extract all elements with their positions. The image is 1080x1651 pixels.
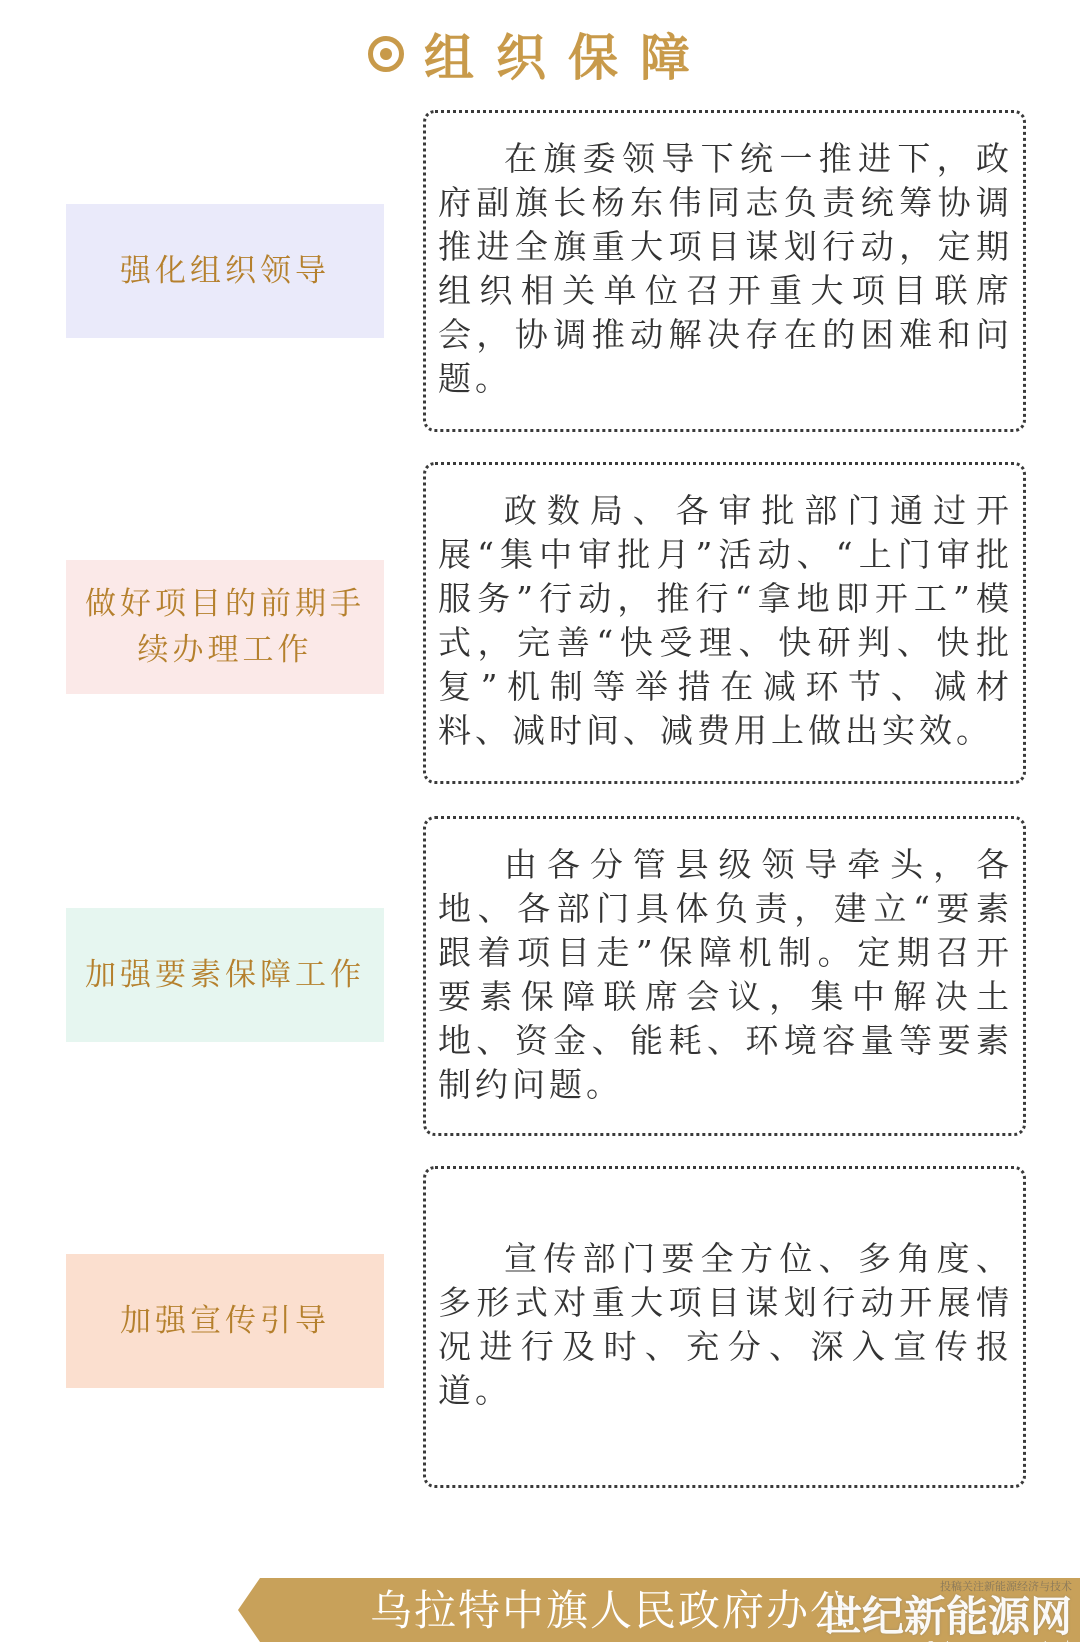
section-label-3: [66, 908, 384, 1042]
section-label-text: 强化组织领导: [120, 253, 330, 289]
section-label-text: 加强要素保障工作: [85, 957, 365, 993]
section-paragraph: 由各分管县级领导牵头，各地、各部门具体负责，建立“要素跟着项目走”保障机制。定期召开要素保障联席会议，集中解决土地、资金、能耗、环境容量等要素制约问题。: [438, 845, 1013, 1104]
target-circle-icon: [368, 36, 404, 72]
section-text-box-3: [423, 816, 1026, 1136]
section-label-text: 加强宣传引导: [120, 1303, 330, 1339]
section-paragraph: 政数局、各审批部门通过开展“集中审批月”活动、“上门审批服务”行动，推行“拿地即开工”模式，完善“快受理、快研判、快批复”机制等举措在减环节、减材料、减时间、减费用上做出实效。: [438, 491, 1013, 750]
footer-text: 乌拉特中旗人民政府办公: [370, 1586, 855, 1635]
watermark-top-text: 投稿关注新能源经济与技术: [940, 1580, 1072, 1593]
header: [0, 18, 1080, 90]
watermark: [820, 1578, 1072, 1651]
section-text-box-2: [423, 462, 1026, 784]
section-paragraph: 宣传部门要全方位、多角度、多形式对重大项目谋划行动开展情况进行及时、充分、深入宣传报道。: [438, 1239, 1013, 1410]
page-title: 组织保障: [424, 28, 712, 87]
watermark-logo-text: 世纪新能源网: [819, 1592, 1072, 1641]
section-paragraph: 在旗委领导下统一推进下，政府副旗长杨东伟同志负责统筹协调推进全旗重大项目谋划行动，定期组织相关单位召开重大项目联席会，协调推动解决存在的困难和问题。: [438, 139, 1013, 398]
watermark-sub-text: Century new energy network: [926, 1640, 1072, 1651]
section-label-2: [66, 560, 384, 694]
section-label-1: [66, 204, 384, 338]
section-text-box-4: [423, 1166, 1026, 1488]
section-label-4: [66, 1254, 384, 1388]
section-text-box-1: [423, 110, 1026, 432]
section-label-text: 做好项目的前期手续办理工作: [85, 586, 365, 668]
